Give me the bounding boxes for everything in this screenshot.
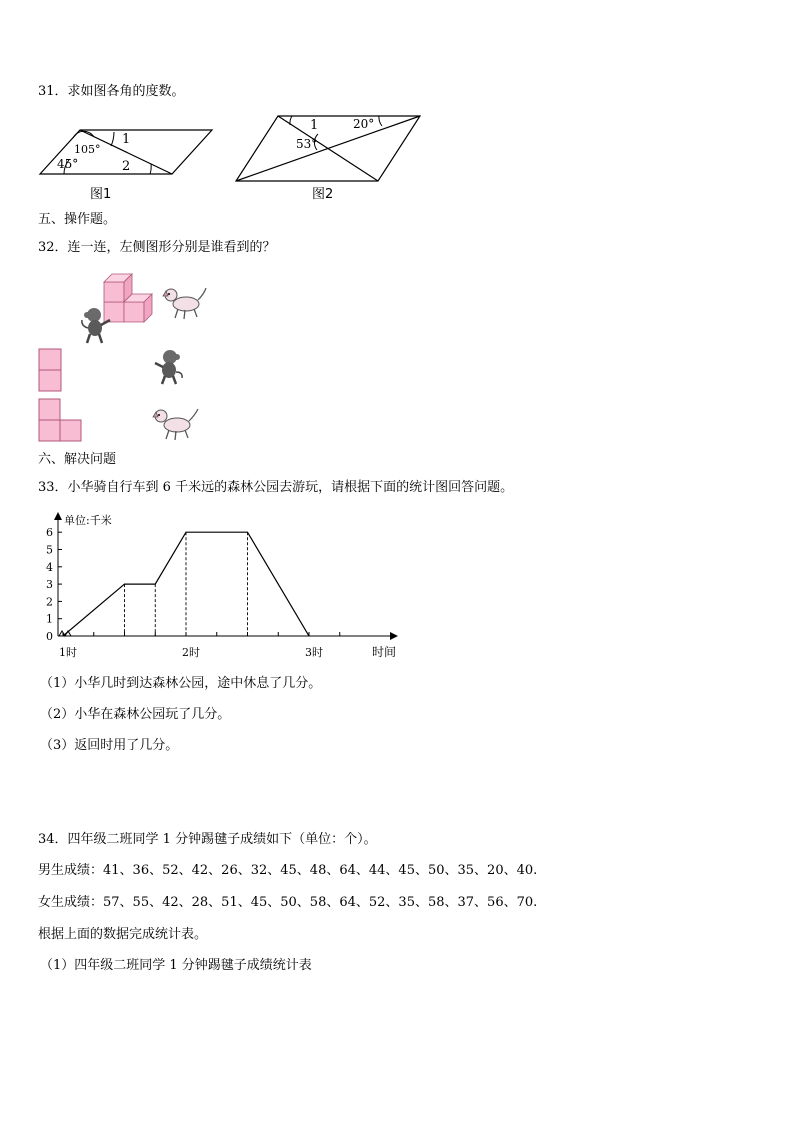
figure-2-caption: 图2 [312, 187, 334, 202]
y-tick-label: 3 [46, 578, 53, 592]
y-axis-label: 单位:千米 [64, 514, 112, 527]
view-shape-two-squares [38, 348, 64, 394]
y-tick-label: 6 [46, 526, 53, 540]
angle-105-label: 105° [74, 143, 101, 156]
angle-1-label: 1 [122, 132, 131, 147]
y-tick-label: 0 [46, 630, 53, 643]
table-instruction: 根据上面的数据完成统计表。 [38, 927, 208, 942]
monkey-icon [78, 306, 114, 346]
y-tick-label: 4 [46, 560, 53, 574]
boys-scores: 男生成绩：41、36、52、42、26、32、45、48、64、44、45、50、35、20、40. [38, 863, 538, 878]
question-33: 33．小华骑自行车到 6 千米远的森林公园去游玩，请根据下面的统计图回答问题。 [38, 480, 514, 495]
y-tick-label: 2 [46, 595, 53, 609]
figure-1-caption: 图1 [90, 187, 112, 202]
x-tick-label: 3时 [305, 646, 323, 659]
distance-time-line-chart [36, 508, 416, 668]
figure-2-parallelogram [232, 112, 426, 204]
section-5-heading: 五、操作题。 [38, 212, 117, 227]
question-34: 34．四年级二班同学 1 分钟踢毽子成绩如下（单位：个）。 [38, 832, 377, 847]
angle-20-label: 20° [353, 117, 375, 131]
y-tick-label: 5 [46, 543, 53, 557]
question-34-sub1: （1）四年级二班同学 1 分钟踢毽子成绩统计表 [40, 958, 312, 973]
question-33-sub1: （1）小华几时到达森林公园，途中休息了几分。 [40, 676, 322, 691]
angle-53-label: 53° [296, 137, 318, 151]
x-axis-label: 时间 [372, 645, 397, 659]
axis-break [59, 631, 71, 636]
dog-icon-2 [150, 404, 202, 444]
angle-45-label: 45° [57, 157, 79, 171]
figure-1-parallelogram [36, 122, 218, 204]
dog-icon [160, 284, 210, 322]
girls-scores: 女生成绩：57、55、42、28、51、45、50、58、64、52、35、58、37、56、70. [38, 895, 538, 910]
question-33-sub3: （3）返回时用了几分。 [40, 738, 179, 753]
question-32: 32．连一连，左侧图形分别是谁看到的？ [38, 240, 276, 255]
x-tick-label: 1时 [59, 646, 77, 659]
y-tick-label: 1 [46, 612, 53, 626]
question-33-sub2: （2）小华在森林公园玩了几分。 [40, 707, 231, 722]
view-shape-l-squares [38, 398, 84, 444]
x-tick-label: 2时 [182, 646, 200, 659]
monkey-icon-2 [152, 348, 188, 386]
angle-2-label: 2 [122, 159, 131, 174]
question-31: 31．求如图各角的度数。 [38, 84, 185, 99]
angle-1-label: 1 [310, 118, 319, 133]
section-6-heading: 六、解决问题 [38, 452, 117, 467]
